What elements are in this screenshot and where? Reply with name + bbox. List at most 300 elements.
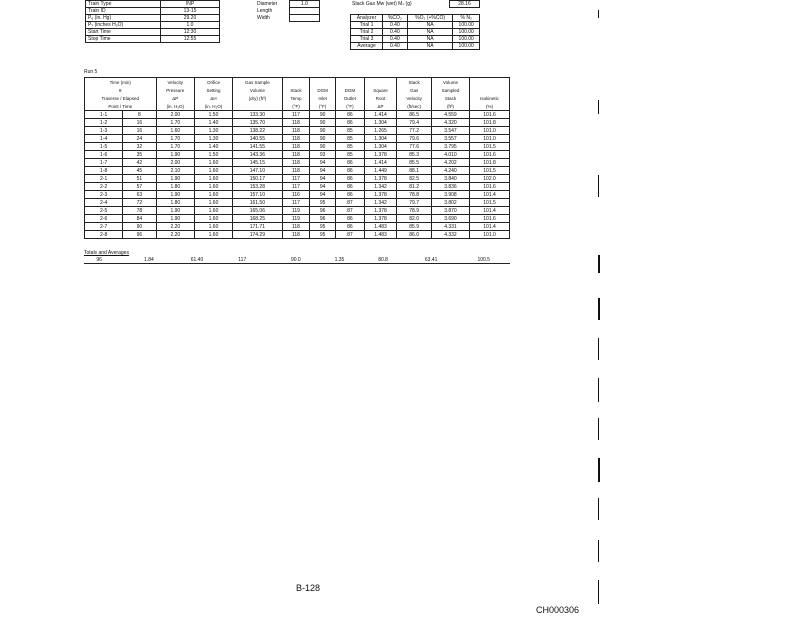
- table-cell: 1.378: [364, 151, 397, 159]
- page-number: B-128: [296, 583, 321, 593]
- totals-cell: 80.8: [361, 257, 405, 264]
- table-cell: 1.90: [156, 151, 195, 159]
- analyzer-header: %CO₂: [383, 15, 408, 22]
- table-cell: 90: [310, 111, 336, 119]
- table-cell: 2-6: [85, 215, 123, 223]
- table-cell: 24: [123, 135, 156, 143]
- table-cell: 77.6: [397, 143, 431, 151]
- main-header-cell: Volume: [232, 86, 282, 94]
- table-cell: 79.6: [397, 135, 431, 143]
- table-cell: 101.4: [470, 191, 510, 199]
- table-row: [85, 231, 510, 239]
- info-row: [86, 36, 220, 43]
- table-cell: 90: [123, 223, 156, 231]
- main-header-cell: Gas Sample: [232, 78, 282, 87]
- table-cell: 87: [336, 231, 365, 239]
- table-cell: 118: [282, 143, 309, 151]
- table-cell: 3.547: [431, 127, 469, 135]
- dims-value: [290, 8, 320, 15]
- table-cell: 4.332: [431, 231, 469, 239]
- table-cell: 90: [310, 127, 336, 135]
- info-label: Train Type: [86, 1, 161, 8]
- dims-label: Diameter: [257, 1, 278, 7]
- totals-cell: 100.5: [457, 257, 510, 264]
- table-cell: 1.60: [195, 183, 233, 191]
- scan-edge-mark: [598, 298, 600, 320]
- table-cell: 2-5: [85, 207, 123, 215]
- table-cell: 86: [336, 167, 365, 175]
- table-cell: 4.010: [431, 151, 469, 159]
- main-header-cell: Gas: [397, 86, 431, 94]
- main-header-cell: (ft³): [431, 102, 469, 111]
- table-cell: 78.9: [397, 207, 431, 215]
- table-cell: 87: [336, 199, 365, 207]
- totals-cell: 90.0: [274, 257, 318, 264]
- table-cell: 85.9: [397, 223, 431, 231]
- analyzer-cell: Trial 2: [351, 29, 383, 36]
- table-cell: 1.50: [195, 151, 233, 159]
- table-cell: 90: [310, 119, 336, 127]
- table-cell: 1.378: [364, 215, 397, 223]
- table-cell: 85.5: [397, 159, 431, 167]
- table-row: [85, 191, 510, 199]
- table-cell: 63: [123, 191, 156, 199]
- table-cell: 1.60: [195, 159, 233, 167]
- info-value: 29.20: [161, 15, 220, 22]
- table-cell: 85: [336, 135, 365, 143]
- main-header-cell: [364, 78, 397, 87]
- totals-title: Totals and Averages: [84, 250, 129, 256]
- table-cell: 174.29: [232, 231, 282, 239]
- info-label: Pₛ (inches H₂O): [86, 22, 161, 29]
- table-cell: 86: [336, 119, 365, 127]
- main-header-cell: Outlet: [336, 94, 365, 102]
- scan-edge-mark: [598, 255, 600, 273]
- table-cell: 3.795: [431, 143, 469, 151]
- table-cell: 118: [282, 151, 309, 159]
- table-cell: 85: [336, 143, 365, 151]
- main-header-cell: [336, 78, 365, 87]
- table-cell: 1.378: [364, 207, 397, 215]
- table-cell: 86.0: [397, 231, 431, 239]
- table-cell: 57: [123, 183, 156, 191]
- scan-edge-mark: [598, 378, 599, 402]
- main-header-row: [85, 86, 510, 94]
- table-cell: 117: [282, 183, 309, 191]
- table-cell: 141.55: [232, 143, 282, 151]
- main-header-cell: Root: [364, 94, 397, 102]
- table-cell: 85: [336, 151, 365, 159]
- table-cell: 140.55: [232, 135, 282, 143]
- table-cell: 4.331: [431, 223, 469, 231]
- table-cell: 1.60: [195, 207, 233, 215]
- table-cell: 45: [123, 167, 156, 175]
- table-cell: 96: [310, 207, 336, 215]
- main-header-cell: Point / Time: [85, 102, 157, 111]
- table-cell: 1.60: [195, 223, 233, 231]
- table-cell: 2.10: [156, 167, 195, 175]
- analyzer-row: [351, 22, 480, 29]
- table-cell: 16: [123, 127, 156, 135]
- table-cell: 1-8: [85, 167, 123, 175]
- table-cell: 2.00: [156, 159, 195, 167]
- table-cell: 101.4: [470, 207, 510, 215]
- analyzer-cell: NA: [407, 22, 453, 29]
- table-cell: 1.342: [364, 183, 397, 191]
- table-cell: 101.6: [470, 151, 510, 159]
- table-row: [85, 199, 510, 207]
- main-header-cell: Stack: [282, 86, 309, 94]
- main-header-cell: (dry) (ft³): [232, 94, 282, 102]
- table-cell: 157.10: [232, 191, 282, 199]
- info-row: [86, 22, 220, 29]
- main-header-cell: Stack: [431, 94, 469, 102]
- table-cell: 165.06: [232, 207, 282, 215]
- main-header-cell: (%): [470, 102, 510, 111]
- dims-value: [290, 15, 320, 22]
- main-header-row: [85, 94, 510, 102]
- table-cell: 4.559: [431, 111, 469, 119]
- analyzer-cell: 100.00: [453, 29, 480, 36]
- table-cell: 86: [336, 223, 365, 231]
- table-cell: 94: [310, 175, 336, 183]
- table-cell: 118: [282, 223, 309, 231]
- main-header-cell: (ft/sec): [397, 102, 431, 111]
- info-row: [86, 8, 220, 15]
- table-cell: 135.70: [232, 119, 282, 127]
- main-header-row: [85, 78, 510, 87]
- table-cell: 86: [336, 183, 365, 191]
- traverse-data-table: [84, 77, 510, 239]
- table-cell: 171.71: [232, 223, 282, 231]
- table-cell: 3.840: [431, 175, 469, 183]
- table-cell: 8: [123, 111, 156, 119]
- table-cell: 145.15: [232, 159, 282, 167]
- info-value: 1.0: [161, 22, 220, 29]
- info-value: 12:30: [161, 29, 220, 36]
- table-cell: 118: [282, 135, 309, 143]
- dims-row: [255, 15, 320, 22]
- table-cell: 138.22: [232, 127, 282, 135]
- table-cell: 1.378: [364, 191, 397, 199]
- table-cell: 118: [282, 167, 309, 175]
- table-row: [85, 143, 510, 151]
- table-cell: 94: [310, 167, 336, 175]
- dims-label: Length: [257, 8, 273, 14]
- main-header-cell: (°F): [336, 102, 365, 111]
- table-cell: 101.0: [470, 231, 510, 239]
- info-label: Train ID: [86, 8, 161, 15]
- main-header-cell: DGM: [336, 86, 365, 94]
- table-cell: 1.449: [364, 167, 397, 175]
- table-cell: 2.20: [156, 223, 195, 231]
- table-row: [85, 175, 510, 183]
- main-header-cell: Isokinetic: [470, 94, 510, 102]
- table-cell: 1.60: [195, 175, 233, 183]
- table-row: [85, 223, 510, 231]
- info-row: [86, 29, 220, 36]
- table-cell: 90: [310, 135, 336, 143]
- analyzer-cell: Trial 1: [351, 22, 383, 29]
- main-header-cell: [232, 102, 282, 111]
- table-cell: 42: [123, 159, 156, 167]
- table-cell: 101.5: [470, 199, 510, 207]
- table-cell: 1.342: [364, 199, 397, 207]
- table-row: [85, 159, 510, 167]
- table-cell: 4.320: [431, 119, 469, 127]
- main-header-cell: Sampled: [431, 86, 469, 94]
- stack-gas-value: 28.16: [450, 1, 480, 8]
- table-cell: 32: [123, 143, 156, 151]
- table-row: [85, 127, 510, 135]
- main-header-cell: ΔP: [364, 102, 397, 111]
- stack-dimensions-table: [255, 0, 320, 22]
- table-cell: 1.90: [156, 175, 195, 183]
- table-cell: 94: [310, 159, 336, 167]
- table-cell: 1-2: [85, 119, 123, 127]
- table-row: [85, 151, 510, 159]
- table-cell: 86: [336, 191, 365, 199]
- table-cell: 2-7: [85, 223, 123, 231]
- table-cell: 96: [123, 231, 156, 239]
- table-cell: 2-1: [85, 175, 123, 183]
- analyzer-header: % N₂: [453, 15, 480, 22]
- table-cell: 117: [282, 111, 309, 119]
- table-cell: 2-3: [85, 191, 123, 199]
- table-cell: 1-1: [85, 111, 123, 119]
- table-cell: 101.6: [470, 111, 510, 119]
- table-cell: 51: [123, 175, 156, 183]
- scan-edge-mark: [598, 175, 599, 197]
- table-cell: 1.70: [156, 135, 195, 143]
- table-cell: 95: [310, 231, 336, 239]
- main-header-cell: (in. H₂O): [156, 102, 195, 111]
- table-cell: 1-3: [85, 127, 123, 135]
- dims-label: Width: [257, 15, 270, 21]
- table-cell: 1.70: [156, 119, 195, 127]
- totals-cell: 61.40: [171, 257, 223, 264]
- table-cell: 3.870: [431, 207, 469, 215]
- scan-edge-mark: [598, 100, 599, 114]
- table-cell: 79.7: [397, 199, 431, 207]
- table-cell: 101.8: [470, 159, 510, 167]
- table-cell: 1.60: [195, 215, 233, 223]
- table-cell: 2-2: [85, 183, 123, 191]
- analyzer-cell: 0.40: [383, 22, 408, 29]
- dims-row: [255, 1, 320, 8]
- info-value: 12:55: [161, 36, 220, 43]
- table-cell: 118: [282, 127, 309, 135]
- table-cell: 3.802: [431, 199, 469, 207]
- train-info-table: [85, 0, 220, 43]
- table-cell: 116: [282, 191, 309, 199]
- table-cell: 3.557: [431, 135, 469, 143]
- table-cell: 1.483: [364, 223, 397, 231]
- main-header-row: [85, 102, 510, 111]
- table-cell: 1.80: [156, 183, 195, 191]
- analyzer-cell: 100.00: [453, 22, 480, 29]
- table-cell: 1.483: [364, 231, 397, 239]
- table-cell: 161.50: [232, 199, 282, 207]
- table-cell: 95: [310, 199, 336, 207]
- table-cell: 3.690: [431, 215, 469, 223]
- main-header-cell: ΔH: [195, 94, 233, 102]
- table-cell: 133.30: [232, 111, 282, 119]
- info-value: 13-15: [161, 8, 220, 15]
- table-cell: 94: [310, 183, 336, 191]
- table-cell: 1-6: [85, 151, 123, 159]
- table-cell: 35: [123, 151, 156, 159]
- table-cell: 86: [336, 175, 365, 183]
- analyzer-cell: 100.00: [453, 43, 480, 50]
- analyzer-table: [350, 14, 480, 50]
- scan-edge-mark: [598, 498, 599, 520]
- table-cell: 153.28: [232, 183, 282, 191]
- table-cell: 101.8: [470, 119, 510, 127]
- table-row: [85, 215, 510, 223]
- main-header-cell: 8: [85, 86, 157, 94]
- table-cell: 101.5: [470, 167, 510, 175]
- dims-value: 1.0: [290, 1, 320, 8]
- main-header-cell: Time (min): [85, 78, 157, 87]
- stack-gas-label: Stack Gas Mw (wet) Mₛ (g): [352, 1, 412, 7]
- table-cell: 118: [282, 231, 309, 239]
- main-header-cell: Traverse / Elapsed: [85, 94, 157, 102]
- analyzer-cell: NA: [407, 29, 453, 36]
- table-cell: 3.836: [431, 183, 469, 191]
- totals-cell: 1.84: [127, 257, 171, 264]
- table-cell: 93: [310, 151, 336, 159]
- table-cell: 102.0: [470, 175, 510, 183]
- analyzer-cell: NA: [407, 36, 453, 43]
- table-row: [85, 183, 510, 191]
- table-cell: 101.6: [470, 183, 510, 191]
- table-cell: 1.304: [364, 119, 397, 127]
- table-cell: 2-4: [85, 199, 123, 207]
- table-cell: 150.17: [232, 175, 282, 183]
- main-header-cell: Setting: [195, 86, 233, 94]
- info-label: P₆ (in. Hg): [86, 15, 161, 22]
- table-cell: 1.40: [195, 143, 233, 151]
- totals-cell: 96: [84, 257, 114, 264]
- table-cell: 143.36: [232, 151, 282, 159]
- main-header-cell: Velocity: [156, 78, 195, 87]
- table-cell: 1.60: [195, 167, 233, 175]
- main-header-cell: DGM: [310, 86, 336, 94]
- analyzer-row: [351, 36, 480, 43]
- table-cell: 147.10: [232, 167, 282, 175]
- analyzer-row: [351, 29, 480, 36]
- table-cell: 79.4: [397, 119, 431, 127]
- main-header-cell: Pressure: [156, 86, 195, 94]
- table-cell: 78.8: [397, 191, 431, 199]
- main-header-cell: (°F): [282, 102, 309, 111]
- table-cell: 4.202: [431, 159, 469, 167]
- main-header-cell: Orifice: [195, 78, 233, 87]
- info-row: [86, 15, 220, 22]
- table-cell: 95: [310, 223, 336, 231]
- table-cell: 1-5: [85, 143, 123, 151]
- analyzer-cell: 0.40: [383, 43, 408, 50]
- table-cell: 94: [310, 191, 336, 199]
- table-cell: 1.304: [364, 135, 397, 143]
- table-row: [85, 207, 510, 215]
- main-header-cell: Inlet: [310, 94, 336, 102]
- analyzer-cell: 100.00: [453, 36, 480, 43]
- table-cell: 1.90: [156, 191, 195, 199]
- table-cell: 101.6: [470, 215, 510, 223]
- analyzer-cell: Trial 3: [351, 36, 383, 43]
- main-header-cell: Volume: [431, 78, 469, 87]
- table-cell: 1-4: [85, 135, 123, 143]
- table-cell: 1.30: [195, 135, 233, 143]
- table-row: [85, 135, 510, 143]
- table-cell: 96: [310, 215, 336, 223]
- totals-table: [84, 257, 510, 264]
- info-row: [86, 1, 220, 8]
- table-cell: 1.60: [156, 127, 195, 135]
- table-cell: 1.60: [195, 231, 233, 239]
- main-header-cell: [282, 78, 309, 87]
- main-header-cell: Square: [364, 86, 397, 94]
- scan-edge-mark: [598, 458, 600, 482]
- table-cell: 1.30: [195, 127, 233, 135]
- table-cell: 101.0: [470, 127, 510, 135]
- table-cell: 118: [282, 119, 309, 127]
- table-cell: 72: [123, 199, 156, 207]
- analyzer-cell: 0.40: [383, 29, 408, 36]
- table-cell: 1.40: [195, 119, 233, 127]
- totals-cell: 117: [223, 257, 261, 264]
- scan-edge-mark: [598, 10, 599, 18]
- table-cell: 4.240: [431, 167, 469, 175]
- main-header-cell: [470, 86, 510, 94]
- table-cell: 1.90: [156, 207, 195, 215]
- main-header-cell: ΔP: [156, 94, 195, 102]
- table-cell: 3.908: [431, 191, 469, 199]
- table-cell: 77.2: [397, 127, 431, 135]
- table-cell: 85.3: [397, 151, 431, 159]
- main-header-cell: Velocity: [397, 94, 431, 102]
- analyzer-header: Analyzer: [351, 15, 383, 22]
- main-header-cell: (in. H₂O): [195, 102, 233, 111]
- table-cell: 117: [282, 175, 309, 183]
- table-cell: 2-8: [85, 231, 123, 239]
- table-cell: 78: [123, 207, 156, 215]
- table-cell: 2.00: [156, 111, 195, 119]
- table-cell: 86: [336, 215, 365, 223]
- table-cell: 119: [282, 215, 309, 223]
- info-value: INP: [161, 1, 220, 8]
- main-header-cell: [310, 78, 336, 87]
- table-cell: 85: [336, 127, 365, 135]
- table-cell: 1.304: [364, 143, 397, 151]
- run-label: Run 5: [84, 69, 98, 75]
- table-cell: 82.5: [397, 175, 431, 183]
- table-row: [85, 111, 510, 119]
- table-cell: 1-7: [85, 159, 123, 167]
- table-cell: 16: [123, 119, 156, 127]
- table-cell: 1.80: [156, 199, 195, 207]
- table-cell: 101.0: [470, 135, 510, 143]
- table-cell: 82.0: [397, 215, 431, 223]
- table-cell: 168.25: [232, 215, 282, 223]
- main-header-cell: [470, 78, 510, 87]
- totals-cell: 63.41: [405, 257, 457, 264]
- table-cell: 117: [282, 199, 309, 207]
- analyzer-header: %O₂ (+%CO): [407, 15, 453, 22]
- table-cell: 1.90: [156, 215, 195, 223]
